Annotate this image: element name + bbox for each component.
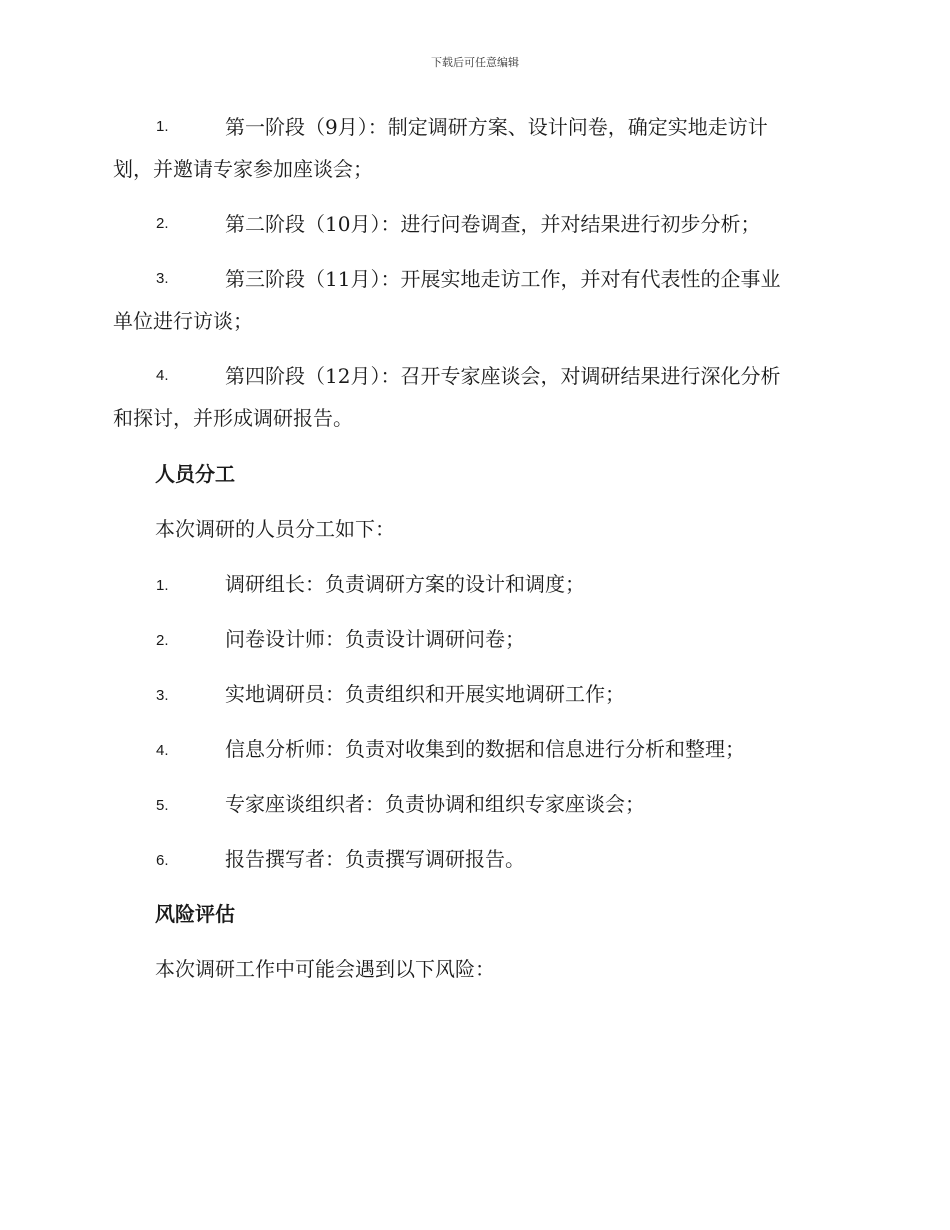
- list-number: 4.: [156, 367, 169, 384]
- schedule-text-cont: 和探讨，并形成调研报告。: [113, 406, 353, 430]
- page-header: 下载后可任意编辑: [431, 56, 519, 69]
- section-heading-staff: 人员分工: [155, 462, 235, 486]
- schedule-text-cont: 单位进行访谈；: [113, 309, 253, 333]
- schedule-item: [113, 258, 841, 342]
- staff-item-text: 信息分析师：负责对收集到的数据和信息进行分析和整理；: [225, 737, 745, 761]
- schedule-item: [113, 355, 841, 439]
- schedule-text-cont: 划，并邀请专家参加座谈会；: [113, 157, 373, 181]
- list-number: 1.: [156, 118, 169, 135]
- list-number: 6.: [156, 852, 169, 869]
- list-number: 5.: [156, 797, 169, 814]
- list-number: 1.: [156, 577, 169, 594]
- staff-item-text: 调研组长：负责调研方案的设计和调度；: [225, 572, 585, 596]
- schedule-text: 第四阶段（12月）：召开专家座谈会，对调研结果进行深化分析: [225, 364, 781, 388]
- section-heading-risk: 风险评估: [155, 902, 235, 926]
- schedule-text: 第一阶段（9月）：制定调研方案、设计问卷，确定实地走访计: [225, 115, 768, 139]
- schedule-item: [113, 106, 841, 190]
- staff-intro: 本次调研的人员分工如下：: [155, 517, 395, 541]
- staff-item-text: 问卷设计师：负责设计调研问卷；: [225, 627, 525, 651]
- risk-intro: 本次调研工作中可能会遇到以下风险：: [155, 957, 495, 981]
- staff-item-text: 报告撰写者：负责撰写调研报告。: [225, 847, 525, 871]
- list-number: 2.: [156, 632, 169, 649]
- list-number: 3.: [156, 270, 169, 287]
- list-number: 3.: [156, 687, 169, 704]
- schedule-text: 第三阶段（11月）：开展实地走访工作，并对有代表性的企事业: [225, 267, 781, 291]
- schedule-item: [113, 203, 841, 245]
- list-number: 4.: [156, 742, 169, 759]
- staff-item-text: 专家座谈组织者：负责协调和组织专家座谈会；: [225, 792, 645, 816]
- staff-item-text: 实地调研员：负责组织和开展实地调研工作；: [225, 682, 625, 706]
- schedule-text: 第二阶段（10月）：进行问卷调查，并对结果进行初步分析；: [225, 212, 761, 236]
- list-number: 2.: [156, 215, 169, 232]
